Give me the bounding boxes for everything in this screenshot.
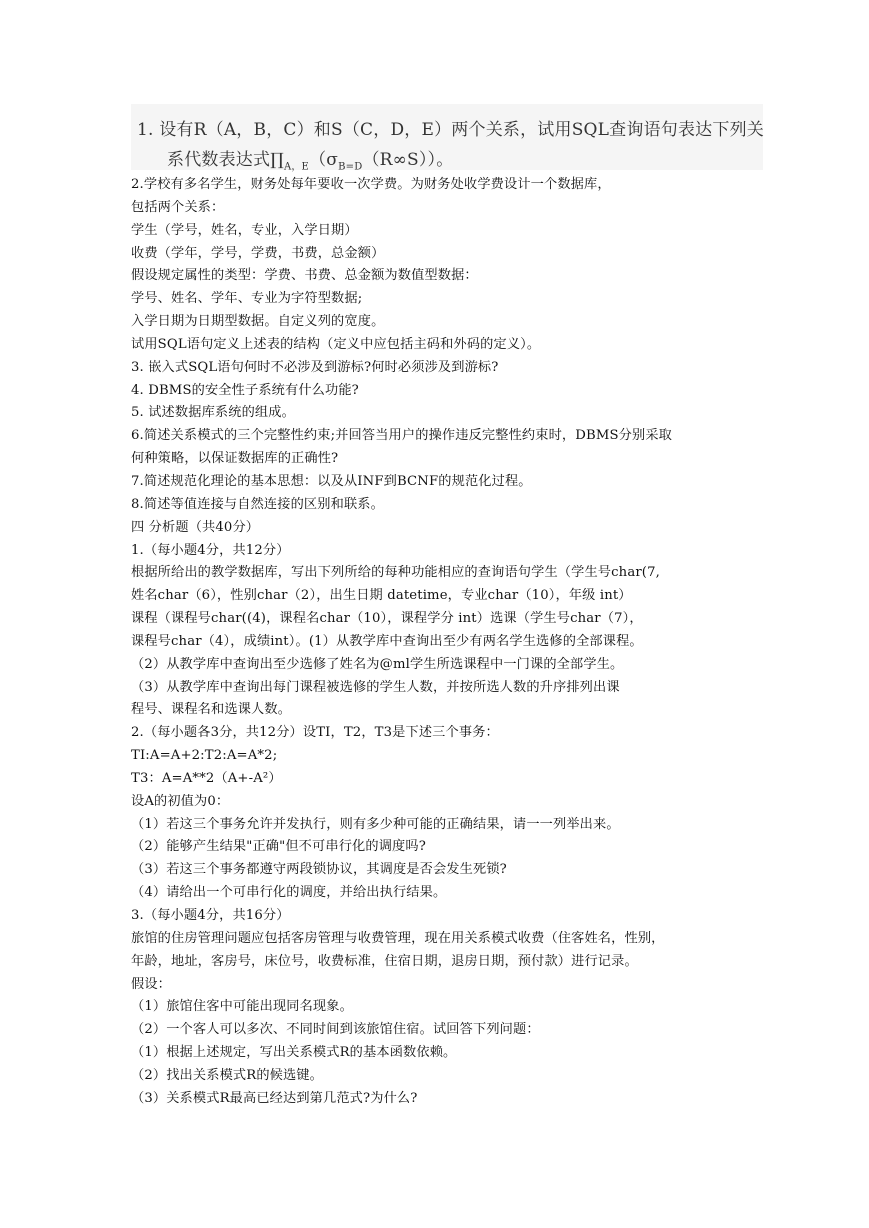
question-1-line-2 (167, 145, 453, 172)
document-body (131, 174, 771, 1111)
text-line: 学号、姓名、学年、专业为字符型数据; (131, 291, 363, 307)
text-line: 旅馆的住房管理问题应包括客房管理与收费管理，现在用关系模式收费（住客姓名，性别， (131, 930, 665, 946)
text-line: （2）从教学库中查询出至少选修了姓名为@ml学生所选课程中一门课的全部学生。 (131, 656, 624, 672)
q1-expr-join: （R∞S））。 (362, 150, 454, 170)
text-line: （1）根据上述规定，写出关系模式R的基本函数依赖。 (131, 1045, 457, 1061)
text-line: 何种策略，以保证数据库的正确性? (131, 451, 339, 467)
text-line: 3.（每小题4分，共16分） (131, 908, 290, 923)
text-line: 假设规定属性的类型：学费、书费、总金额为数值型数据： (131, 268, 478, 284)
text-line: 6.简述关系模式的三个完整性约束;并回答当用户的操作违反完整性约束时，DBMS分别采取 (131, 428, 673, 444)
text-line: 4. DBMS的安全性子系统有什么功能? (131, 382, 359, 398)
text-line: （1）旅馆住客中可能出现同名现象。 (131, 999, 353, 1015)
text-line: （3）关系模式R最高已经达到第几范式?为什么? (131, 1090, 418, 1106)
q1-expr-sigma: （σ (309, 150, 339, 170)
text-line: 包括两个关系： (131, 199, 225, 215)
text-line: 课程号char（4），成绩int）。(1）从教学库中查询出至少有两名学生选修的全部课程。 (131, 633, 643, 649)
text-line: 四 分析题（共40分） (131, 519, 260, 535)
text-line: （3）若这三个事务都遵守两段锁协议，其调度是否会发生死锁? (131, 862, 507, 878)
text-line: （2）找出关系模式R的候选键。 (131, 1067, 324, 1083)
text-line: 根据所给出的教学数据库，写出下列所给的每种功能相应的查询语句学生（学生号char(7, (131, 565, 660, 581)
text-line: 收费（学年，学号，学费，书费，总金额） (131, 245, 385, 261)
question-1-line-1: 1. 设有R（A，B，C）和S（C，D，E）两个关系，试用SQL查询语句表达下列关 (137, 120, 764, 140)
text-line: T3：A=A**2（A+-A²） (131, 770, 282, 786)
text-line: （2）一个客人可以多次、不同时间到该旅馆住宿。试回答下列问题： (131, 1022, 540, 1038)
text-line: 8.简述等值连接与自然连接的区别和联系。 (131, 496, 384, 512)
text-line: 3. 嵌入式SQL语句何时不必涉及到游标?何时必须涉及到游标? (131, 359, 499, 375)
text-line: 2.学校有多名学生，财务处每年要收一次学费。为财务处收学费设计一个数据库， (131, 177, 611, 192)
q1-selection-condition: B=D (338, 161, 363, 173)
text-line: 7.简述规范化理论的基本思想：以及从INF到BCNF的规范化过程。 (131, 473, 532, 489)
text-line: （2）能够产生结果"正确"但不可串行化的调度吗? (131, 839, 426, 855)
text-line: 设A的初值为0： (131, 793, 230, 809)
text-line: （4）请给出一个可串行化的调度，并给出执行结果。 (131, 885, 447, 901)
text-line: 假设： (131, 976, 172, 992)
text-line: 姓名char（6），性别char（2），出生日期 datetime，专业char（10），年级 int） (131, 588, 632, 604)
q1-expr-prefix: 系代数表达式∏ (167, 150, 284, 170)
q1-projection-attrs: A，E (283, 161, 310, 173)
text-line: 2.（每小题各3分，共12分）设TI，T2，T3是下述三个事务： (131, 725, 499, 741)
text-line: 学生（学号，姓名，专业，入学日期） (131, 222, 358, 238)
text-line: （1）若这三个事务允许并发执行，则有多少种可能的正确结果，请一一列举出来。 (131, 816, 620, 832)
text-line: TI:A=A+2:T2:A=A*2; (131, 748, 278, 764)
text-line: 课程（课程号char((4)，课程名char（10），课程学分 int）选课（学生号char（7）， (131, 611, 643, 627)
text-line: 入学日期为日期型数据。自定义列的宽度。 (131, 314, 385, 330)
text-line: （3）从教学库中查询出每门课程被选修的学生人数，并按所选人数的升序排列出课 (131, 679, 620, 695)
question-1-scanned-image (131, 104, 764, 173)
text-line: 1.（每小题4分，共12分） (131, 542, 290, 558)
text-line: 程号、课程名和选课人数。 (131, 702, 292, 718)
text-line: 试用SQL语句定义上述表的结构（定义中应包括主码和外码的定义）。 (131, 336, 541, 352)
text-line: 年龄，地址，客房号，床位号，收费标准，住宿日期，退房日期，预付款）进行记录。 (131, 953, 638, 969)
text-line: 5. 试述数据库系统的组成。 (131, 405, 295, 421)
